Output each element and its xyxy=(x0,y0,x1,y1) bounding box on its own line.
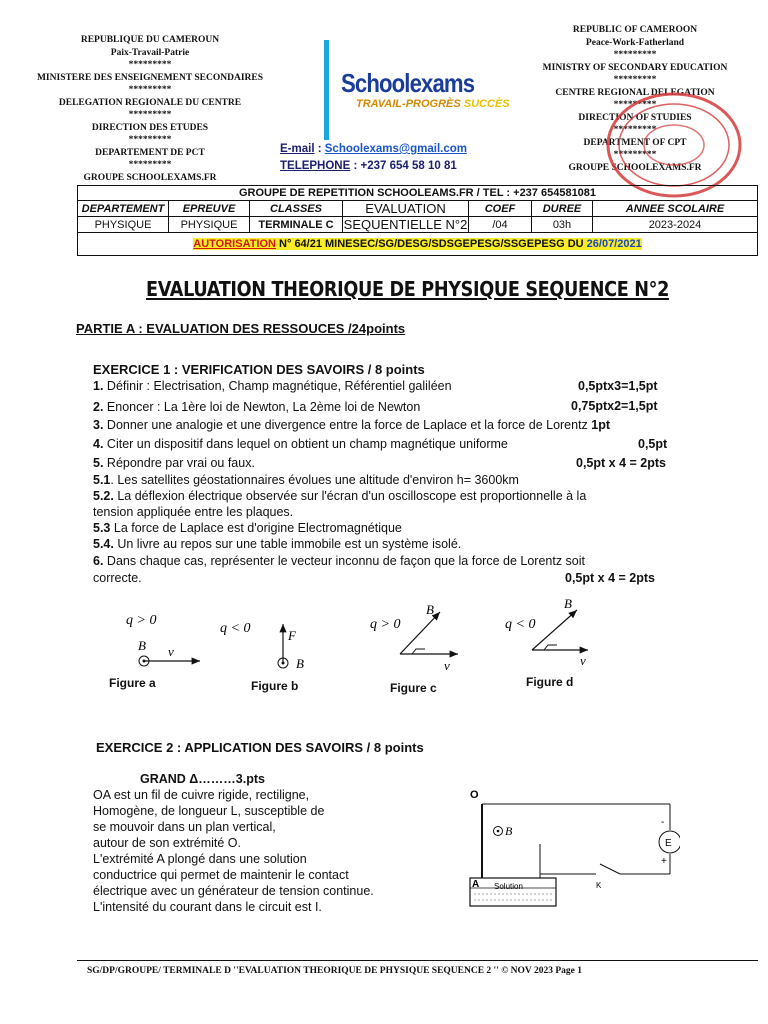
ex2-line: OA est un fil de cuivre rigide, rectiligne, xyxy=(93,788,310,802)
q5-4-text: Un livre au repos sur une table immobile est un système isolé. xyxy=(117,537,462,551)
header-cell: EVALUATION xyxy=(343,201,469,217)
authorization-row xyxy=(78,233,758,256)
value-cell: 2023-2024 xyxy=(593,217,758,233)
figure-b xyxy=(220,621,314,671)
q4-points: 0,5pt xyxy=(638,437,668,451)
svg-text:q < 0: q < 0 xyxy=(505,617,536,632)
figure-a-label: Figure a xyxy=(109,676,156,690)
header-cell: CLASSES xyxy=(250,201,343,217)
figure-d xyxy=(505,596,596,668)
q2-points: 0,75ptx2=1,5pt xyxy=(571,399,658,413)
contact-block: E-mail : Schoolexams@gmail.com TELEPHONE : +237 654 58 10 81 xyxy=(280,143,467,172)
label-solution: Solution xyxy=(494,882,523,891)
header-left-line: DELEGATION REGIONALE DU CENTRE xyxy=(58,97,242,108)
svg-text:q < 0: q < 0 xyxy=(220,621,251,636)
svg-text:F⃗: F⃗ xyxy=(288,628,307,643)
q4-text: Citer un dispositif dans lequel on obtient un champ magnétique uniforme xyxy=(106,437,508,451)
value-cell: 03h xyxy=(532,217,593,233)
q1-points: 0,5ptx3=1,5pt xyxy=(578,379,658,393)
q1-text: Définir : Electrisation, Champ magnétique, Référentiel galiléen xyxy=(106,379,452,393)
header-right-line: MINISTRY OF SECONDARY EDUCATION xyxy=(542,62,728,73)
svg-text:v⃗: v⃗ xyxy=(168,644,184,659)
group-line: GROUPE DE REPETITION SCHOOLEAMS.FR / TEL : +237 654581081 xyxy=(78,186,758,201)
q5-2-cont: tension appliquée entre les plaques. xyxy=(93,505,294,519)
footer-rule xyxy=(77,960,758,961)
svg-text:B⃗: B⃗ xyxy=(138,638,157,653)
header-left-line: REPUBLIQUE DU CAMEROUN xyxy=(80,35,220,45)
q6-cont: correcte. xyxy=(93,571,142,585)
header-cell: ANNEE SCOLAIRE xyxy=(593,201,758,217)
auth-label: AUTORISATION xyxy=(193,238,276,250)
header-left-line: DEPARTEMENT DE PCT xyxy=(95,147,205,158)
ex2-line: électrique avec un générateur de tension continue. xyxy=(93,884,374,898)
svg-text:B⃗: B⃗ xyxy=(426,602,445,617)
header-left xyxy=(30,34,270,184)
stamp-seal xyxy=(604,90,744,200)
ex2-line: conductrice qui permet de maintenir le contact xyxy=(93,868,349,882)
q5-2-text: La déflexion électrique observée sur l'écran d'un oscilloscope est proportionnelle à la xyxy=(117,489,587,503)
q3: 3. Donner une analogie et une divergence entre la force de Laplace et la force de Lorentz 1pt xyxy=(93,418,611,432)
figure-c xyxy=(370,602,460,673)
svg-text:q > 0: q > 0 xyxy=(370,617,401,632)
label-a: A xyxy=(472,879,480,890)
value-cell: SEQUENTIELLE N°2 xyxy=(343,217,468,232)
header-left-line: ********* xyxy=(128,135,172,145)
header-cell: COEF xyxy=(469,201,532,217)
ex2-line: Homogène, de longueur L, susceptible de xyxy=(93,804,325,818)
value-cell: /04 xyxy=(469,217,532,233)
label-k: K xyxy=(596,881,602,890)
q3-points: 1pt xyxy=(591,418,611,432)
page-footer: SG/DP/GROUPE/ TERMINALE D ''EVALUATION THEORIQUE DE PHYSIQUE SEQUENCE 2 '' © NOV 2023 Page 1 xyxy=(87,966,583,976)
q5-text: Répondre par vrai ou faux. xyxy=(106,456,255,470)
header-left-line: ********* xyxy=(128,85,172,95)
q6: 6. Dans chaque cas, représenter le vecteur inconnu de façon que la force de Lorentz soit xyxy=(93,554,585,568)
email-link[interactable]: Schoolexams@gmail.com xyxy=(324,143,467,155)
q1: 1. Définir : Electrisation, Champ magnétique, Référentiel galiléen xyxy=(93,379,452,393)
grand-delta: GRAND Δ………3.pts xyxy=(140,772,265,786)
ex2-line: L'extrémité A plongé dans une solution xyxy=(93,852,307,866)
label-o: O xyxy=(470,789,479,801)
header-right-line: GROUPE SCHOOLEXAMS.FR xyxy=(568,162,702,173)
header-right-line: Peace-Work-Fatherland xyxy=(585,37,685,48)
logo-tagline-1: TRAVAIL-PROGRÈS xyxy=(356,98,461,110)
value-cell: TERMINALE C xyxy=(250,217,343,233)
ex2-line: se mouvoir dans un plan vertical, xyxy=(93,820,276,834)
auth-date: 26/07/2021 xyxy=(586,238,642,250)
svg-text:v⃗: v⃗ xyxy=(580,653,596,668)
figure-b-label: Figure b xyxy=(251,679,299,693)
header-cell: DUREE xyxy=(532,201,593,217)
header-left-line: ********* xyxy=(128,160,172,170)
header-right-line: DEPARTMENT OF CPT xyxy=(583,137,687,148)
header-left-line: DIRECTION DES ETUDES xyxy=(91,122,209,133)
q5-1-text: Les satellites géostationnaires évolues une altitude d'environ h= 3600km xyxy=(117,473,519,487)
svg-text:B⃗: B⃗ xyxy=(505,824,522,838)
q6-text: Dans chaque cas, représenter le vecteur inconnu de façon que la force de Lorentz soit xyxy=(106,554,585,568)
value-cell: PHYSIQUE xyxy=(169,217,250,233)
svg-text:-: - xyxy=(661,817,665,828)
header-cell: DEPARTEMENT xyxy=(78,201,169,217)
header-right-line: DIRECTION OF STUDIES xyxy=(578,112,692,123)
header-cell: EPREUVE xyxy=(169,201,250,217)
ex2-line: L'intensité du courant dans le circuit est I. xyxy=(93,900,322,914)
q5: 5. Répondre par vrai ou faux. xyxy=(93,456,255,470)
header-left-line: ********* xyxy=(128,60,172,70)
figure-a xyxy=(126,613,200,666)
info-table xyxy=(77,185,758,256)
partie-a-heading: PARTIE A : EVALUATION DES RESSOUCES /24points xyxy=(76,321,406,336)
header-right-line: CENTRE REGIONAL DELEGATION xyxy=(555,87,715,98)
phone-number: : +237 654 58 10 81 xyxy=(353,160,457,172)
ex2-line: autour de son extrémité O. xyxy=(93,836,241,850)
header-right-line: ********* xyxy=(613,150,657,160)
header-right-line: ********* xyxy=(613,75,657,85)
header-left-line: GROUPE SCHOOLEXAMS.FR xyxy=(83,172,217,183)
q2-text: Enoncer : La 1ère loi de Newton, La 2ème loi de Newton xyxy=(106,400,421,414)
svg-text:+: + xyxy=(661,856,667,867)
q5-2: 5.2. La déflexion électrique observée sur l'écran d'un oscilloscope est proportionnelle à la xyxy=(93,489,587,503)
header-right-line: ********* xyxy=(613,125,657,135)
q5-3-text: La force de Laplace est d'origine Electromagnétique xyxy=(113,521,402,535)
q6-points: 0,5pt x 4 = 2pts xyxy=(565,571,655,585)
header-left-line: MINISTERE DES ENSEIGNEMENT SECONDAIRES xyxy=(36,72,264,83)
label-e: E xyxy=(665,838,672,849)
q5-3: 5.3 La force de Laplace est d'origine Electromagnétique xyxy=(93,521,402,535)
page-title: EVALUATION THEORIQUE DE PHYSIQUE SEQUENCE N°2 xyxy=(146,277,670,301)
header-left-line: Paix-Travail-Patrie xyxy=(110,47,190,58)
logo-bar xyxy=(324,40,329,140)
email-label: E-mail xyxy=(280,143,315,155)
q3-text: Donner une analogie et une divergence entre la force de Laplace et la force de Lorentz xyxy=(106,418,588,432)
svg-text:B⃗: B⃗ xyxy=(296,656,315,671)
header-right-line: REPUBLIC OF CAMEROON xyxy=(572,25,698,35)
q5-1: 5.1. Les satellites géostationnaires évolues une altitude d'environ h= 3600km xyxy=(93,473,519,487)
svg-text:q > 0: q > 0 xyxy=(126,613,157,628)
header-right-line: ********* xyxy=(613,50,657,60)
q5-4: 5.4. Un livre au repos sur une table immobile est un système isolé. xyxy=(93,537,462,551)
logo-tagline xyxy=(356,98,510,110)
figure-d-label: Figure d xyxy=(526,675,574,689)
ex2-title: EXERCICE 2 : APPLICATION DES SAVOIRS / 8 points xyxy=(96,740,424,755)
svg-text:v⃗: v⃗ xyxy=(444,658,460,673)
logo-tagline-2: SUCCÈS xyxy=(463,98,510,110)
svg-text:B⃗: B⃗ xyxy=(564,596,583,611)
q2: 2. Enoncer : La 1ère loi de Newton, La 2ème loi de Newton xyxy=(93,400,421,414)
q4: 4. Citer un dispositif dans lequel on obtient un champ magnétique uniforme xyxy=(93,437,508,451)
ex1-title: EXERCICE 1 : VERIFICATION DES SAVOIRS / 8 points xyxy=(93,362,425,377)
figure-c-label: Figure c xyxy=(390,681,437,695)
value-cell: PHYSIQUE xyxy=(78,217,169,233)
header-right-line: ********* xyxy=(613,100,657,110)
header-left-line: ********* xyxy=(128,110,172,120)
logo-name: Schoolexams xyxy=(341,68,475,98)
circuit-diagram xyxy=(460,784,680,914)
phone-label: TELEPHONE xyxy=(280,160,351,172)
auth-text: N° 64/21 MINESEC/SG/DESG/SDSGEPESG/SSGEPESG DU xyxy=(275,238,587,250)
q5-points: 0,5pt x 4 = 2pts xyxy=(576,456,666,470)
